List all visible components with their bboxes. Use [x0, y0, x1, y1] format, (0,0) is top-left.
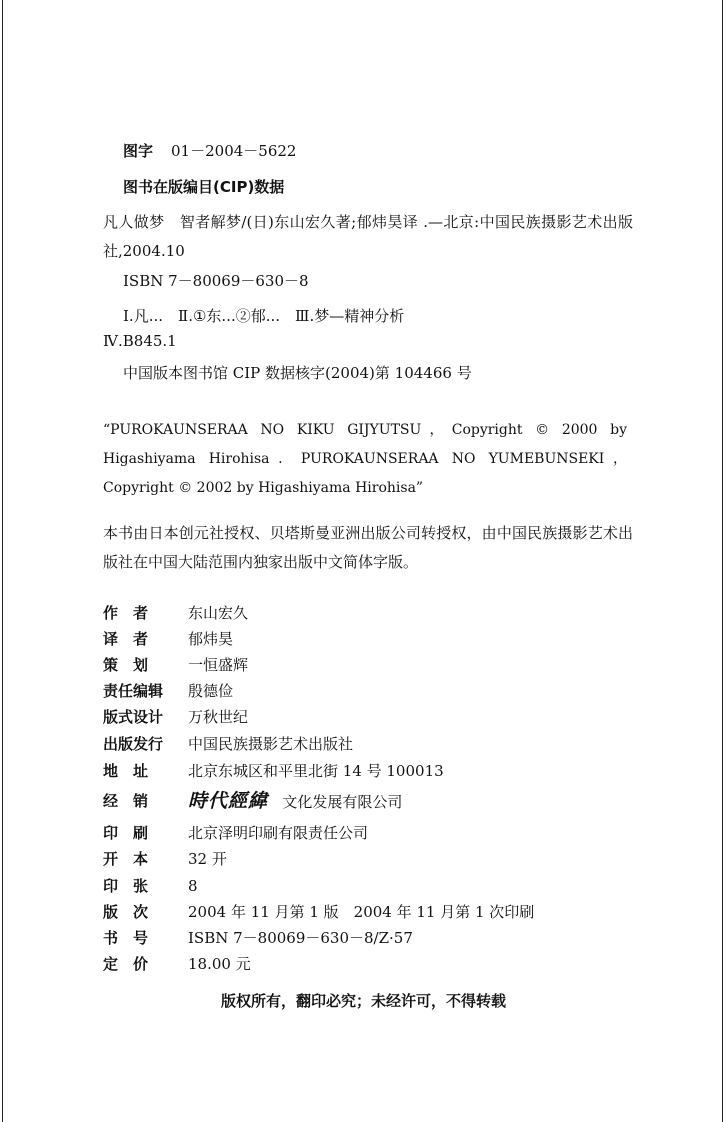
credit-label: 印 张	[103, 877, 149, 895]
credit-label: 版 次	[103, 903, 149, 921]
credit-value: 32 开	[188, 850, 227, 868]
cip-record-line	[123, 141, 296, 161]
credit-label: 书 号	[103, 929, 149, 947]
cip-classification-1: Ⅰ.凡... Ⅱ.①东...②郁... Ⅲ.梦—精神分析	[123, 307, 405, 325]
distributor-logo: 時代經緯	[188, 790, 269, 812]
cip-isbn: ISBN 7－80069－630－8	[123, 272, 309, 290]
rights-statement: 本书由日本创元社授权、贝塔斯曼亚洲出版公司转授权，由中国民族摄影艺术出版社在中国大陆范围内独家出版中文简体字版。	[103, 524, 633, 571]
copyright-footer: 版权所有，翻印必究；未经许可，不得转载	[220, 992, 506, 1010]
page-left-border	[2, 0, 3, 1122]
credit-value: 北京泽明印刷有限责任公司	[188, 824, 369, 842]
credit-value: 18.00 元	[188, 955, 251, 973]
credit-value: 殷德俭	[188, 682, 234, 700]
credit-value: 郁炜昊	[188, 630, 234, 648]
credit-label: 版式设计	[103, 708, 164, 726]
credit-label: 出版发行	[103, 735, 164, 753]
english-copyright-notice: “PUROKAUNSERAA NO KIKU GIJYUTSU，Copyright © 2000 by Higashiyama Hirohisa．PUROKAUNSERAA NO YUMEBUNSEKI，Copyright © 2002 by Higashiyama Hirohisa”	[103, 422, 627, 496]
cip-record-number: 01－2004－5622	[171, 142, 297, 160]
credit-value: 万秋世纪	[188, 708, 249, 726]
credit-value: 北京东城区和平里北街 14 号 100013	[188, 762, 444, 780]
credit-label: 译 者	[103, 630, 149, 648]
credit-value: 2004 年 11 月第 1 版 2004 年 11 月第 1 次印刷	[188, 903, 535, 921]
cip-classification-2: Ⅳ.B845.1	[103, 332, 177, 350]
credit-value: 8	[188, 877, 198, 895]
credit-value: ISBN 7－80069－630－8/Z·57	[188, 929, 413, 947]
credit-value: 东山宏久	[188, 604, 249, 622]
page-right-border	[722, 0, 723, 1122]
credit-label: 作 者	[103, 604, 149, 622]
cip-title-line: 凡人做梦 智者解梦/(日)东山宏久著;郁炜昊译 .—北京:中国民族摄影艺术出版社,2004.10	[103, 213, 633, 260]
credit-label: 定 价	[103, 955, 149, 973]
cip-heading: 图书在版编目(CIP)数据	[123, 178, 285, 196]
credit-value: 中国民族摄影艺术出版社	[188, 735, 354, 753]
credit-value: 文化发展有限公司	[282, 793, 403, 811]
credit-label: 策 划	[103, 656, 149, 674]
credit-label: 开 本	[103, 850, 149, 868]
cip-record-check: 中国版本图书馆 CIP 数据核字(2004)第 104466 号	[123, 364, 472, 382]
credit-label: 经 销	[103, 792, 149, 810]
credit-label: 责任编辑	[103, 682, 164, 700]
credit-label: 地 址	[103, 762, 149, 780]
credit-value-group	[188, 790, 402, 813]
credit-value: 一恒盛辉	[188, 656, 249, 674]
credit-label: 印 刷	[103, 824, 149, 842]
cip-record-label: 图字	[123, 142, 154, 160]
